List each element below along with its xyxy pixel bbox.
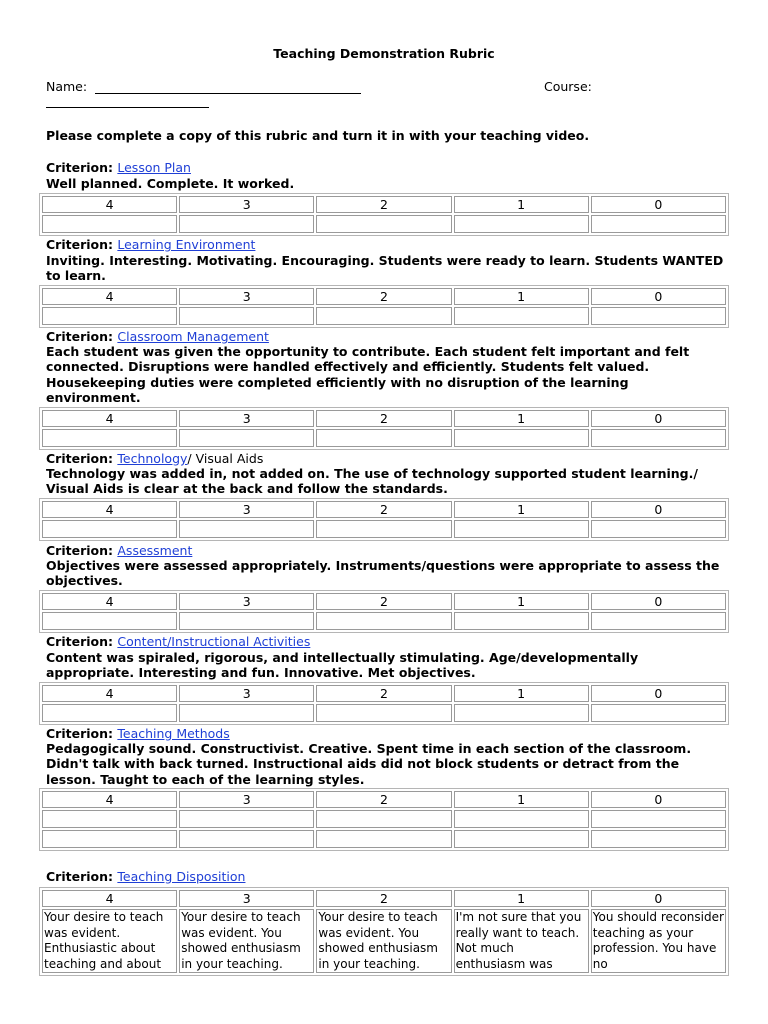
score-cell[interactable] [42, 307, 177, 325]
score-cell[interactable] [316, 429, 451, 447]
score-cell[interactable] [42, 215, 177, 233]
score-header: 0 [591, 593, 726, 610]
score-header: 1 [454, 593, 589, 610]
course-field[interactable] [46, 107, 209, 108]
criterion-link-teaching-disposition[interactable]: Teaching Disposition [117, 869, 246, 884]
score-cell[interactable] [591, 612, 726, 630]
score-header: 1 [454, 890, 589, 907]
criterion-description: Technology was added in, not added on. The use of technology supported student learning./ Visual Aids is clear at the back and follow the standards. [46, 466, 698, 497]
criterion-heading [46, 869, 245, 884]
score-cell[interactable] [316, 520, 451, 538]
score-header: 0 [591, 196, 726, 213]
score-header: 1 [454, 685, 589, 702]
criterion-link-content-instructional-activities[interactable]: Content/Instructional Activities [117, 634, 311, 649]
criterion-link-technology[interactable]: Technology [117, 451, 188, 466]
course-label: Course: [544, 79, 592, 94]
score-header: 1 [454, 791, 589, 808]
score-cell[interactable] [42, 429, 177, 447]
score-cell[interactable] [591, 810, 726, 828]
score-cell[interactable] [454, 704, 589, 722]
score-cell[interactable] [454, 429, 589, 447]
criterion-heading [46, 543, 192, 558]
score-cell[interactable] [316, 215, 451, 233]
score-cell[interactable] [179, 612, 314, 630]
score-cell[interactable] [316, 810, 451, 828]
score-cell[interactable] [179, 429, 314, 447]
score-header: 3 [179, 288, 314, 305]
score-header: 4 [42, 410, 177, 427]
criterion-suffix: / Visual Aids [187, 451, 264, 466]
criterion-link-learning-environment[interactable]: Learning Environment [117, 237, 256, 252]
score-header: 2 [316, 791, 451, 808]
score-cell[interactable] [42, 810, 177, 828]
score-cell[interactable] [42, 830, 177, 848]
criterion-label: Criterion: [46, 726, 114, 741]
score-header: 1 [454, 501, 589, 518]
score-table [39, 788, 729, 851]
criterion-heading [46, 160, 191, 175]
score-cell[interactable] [179, 307, 314, 325]
criterion-description: Pedagogically sound. Constructivist. Creative. Spent time in each section of the classroom. Didn't talk with back turned. Instructional aids did not block students or detract from the lesson. Taught to each of the learning styles. [46, 741, 692, 787]
score-cell[interactable] [179, 215, 314, 233]
score-header: 3 [179, 410, 314, 427]
criterion-description: Content was spiraled, rigorous, and intellectually stimulating. Age/developmentally appropriate. Interesting and fun. Innovative. Met objectives. [46, 650, 639, 681]
criterion-label: Criterion: [46, 237, 114, 252]
score-cell[interactable] [454, 830, 589, 848]
disposition-cell: You should reconsider teaching as your profession. You have no [591, 909, 726, 973]
disposition-cell: Your desire to teach was evident. You showed enthusiasm in your teaching. [179, 909, 314, 973]
score-cell[interactable] [591, 429, 726, 447]
score-header: 2 [316, 890, 451, 907]
score-header: 1 [454, 196, 589, 213]
score-cell[interactable] [42, 704, 177, 722]
score-header: 2 [316, 593, 451, 610]
score-table [39, 498, 729, 541]
score-header: 2 [316, 685, 451, 702]
name-label: Name: [46, 79, 88, 94]
score-cell[interactable] [454, 307, 589, 325]
score-cell[interactable] [316, 704, 451, 722]
score-header: 2 [316, 410, 451, 427]
score-table [39, 682, 729, 725]
criterion-label: Criterion: [46, 160, 114, 175]
score-header: 4 [42, 288, 177, 305]
score-header: 3 [179, 685, 314, 702]
score-header: 2 [316, 196, 451, 213]
criterion-label: Criterion: [46, 869, 114, 884]
score-table [39, 887, 729, 976]
score-header: 4 [42, 501, 177, 518]
score-header: 3 [179, 501, 314, 518]
score-header: 4 [42, 685, 177, 702]
disposition-cell: I'm not sure that you really want to teach. Not much enthusiasm was [454, 909, 589, 973]
name-field[interactable] [95, 93, 361, 94]
score-cell[interactable] [42, 612, 177, 630]
score-cell[interactable] [591, 520, 726, 538]
score-cell[interactable] [591, 830, 726, 848]
criterion-description: Inviting. Interesting. Motivating. Encouraging. Students were ready to learn. Students WANTED to learn. [46, 253, 724, 284]
score-header: 0 [591, 288, 726, 305]
score-header: 4 [42, 593, 177, 610]
score-header: 3 [179, 791, 314, 808]
score-cell[interactable] [316, 830, 451, 848]
score-header: 4 [42, 890, 177, 907]
criterion-label: Criterion: [46, 329, 114, 344]
score-cell[interactable] [42, 520, 177, 538]
criterion-link-assessment[interactable]: Assessment [117, 543, 193, 558]
score-cell[interactable] [591, 307, 726, 325]
criterion-label: Criterion: [46, 451, 114, 466]
score-cell[interactable] [179, 520, 314, 538]
criterion-link-teaching-methods[interactable]: Teaching Methods [117, 726, 230, 741]
criterion-label: Criterion: [46, 634, 114, 649]
score-header: 0 [591, 410, 726, 427]
criterion-heading [46, 451, 263, 466]
score-header: 0 [591, 685, 726, 702]
score-cell[interactable] [454, 612, 589, 630]
score-cell[interactable] [179, 830, 314, 848]
score-header: 1 [454, 288, 589, 305]
score-cell[interactable] [454, 520, 589, 538]
score-table [39, 590, 729, 633]
criterion-description: Objectives were assessed appropriately. Instruments/questions were appropriate to assess the objectives. [46, 558, 720, 589]
score-cell[interactable] [316, 307, 451, 325]
score-header: 1 [454, 410, 589, 427]
score-header: 0 [591, 501, 726, 518]
score-header: 4 [42, 196, 177, 213]
score-cell[interactable] [591, 704, 726, 722]
score-header: 3 [179, 890, 314, 907]
criterion-heading [46, 726, 230, 741]
score-cell[interactable] [316, 612, 451, 630]
score-table [39, 407, 729, 450]
score-header: 0 [591, 791, 726, 808]
criterion-heading [46, 329, 269, 344]
score-table [39, 285, 729, 328]
disposition-cell: Your desire to teach was evident. You showed enthusiasm in your teaching. [316, 909, 451, 973]
criterion-heading [46, 237, 255, 252]
score-header: 0 [591, 890, 726, 907]
score-cell[interactable] [454, 810, 589, 828]
score-header: 2 [316, 288, 451, 305]
criterion-label: Criterion: [46, 543, 114, 558]
score-header: 2 [316, 501, 451, 518]
instructions: Please complete a copy of this rubric and turn it in with your teaching video. [46, 128, 590, 143]
score-header: 3 [179, 593, 314, 610]
score-cell[interactable] [179, 704, 314, 722]
criterion-heading [46, 634, 310, 649]
score-cell[interactable] [454, 215, 589, 233]
score-table [39, 193, 729, 236]
score-cell[interactable] [591, 215, 726, 233]
criterion-link-classroom-management[interactable]: Classroom Management [117, 329, 269, 344]
score-header: 3 [179, 196, 314, 213]
page-title: Teaching Demonstration Rubric [273, 46, 495, 61]
criterion-description: Well planned. Complete. It worked. [46, 176, 295, 191]
disposition-cell: Your desire to teach was evident. Enthusiastic about teaching and about [42, 909, 177, 973]
score-header: 4 [42, 791, 177, 808]
score-cell[interactable] [179, 810, 314, 828]
criterion-link-lesson-plan[interactable]: Lesson Plan [117, 160, 191, 175]
criterion-description: Each student was given the opportunity to contribute. Each student felt important and felt connected. Disruptions were handled effectively and efficiently. Students felt valued. Housekeeping duties were completed efficiently with no disruption of the learning environment. [46, 344, 690, 405]
